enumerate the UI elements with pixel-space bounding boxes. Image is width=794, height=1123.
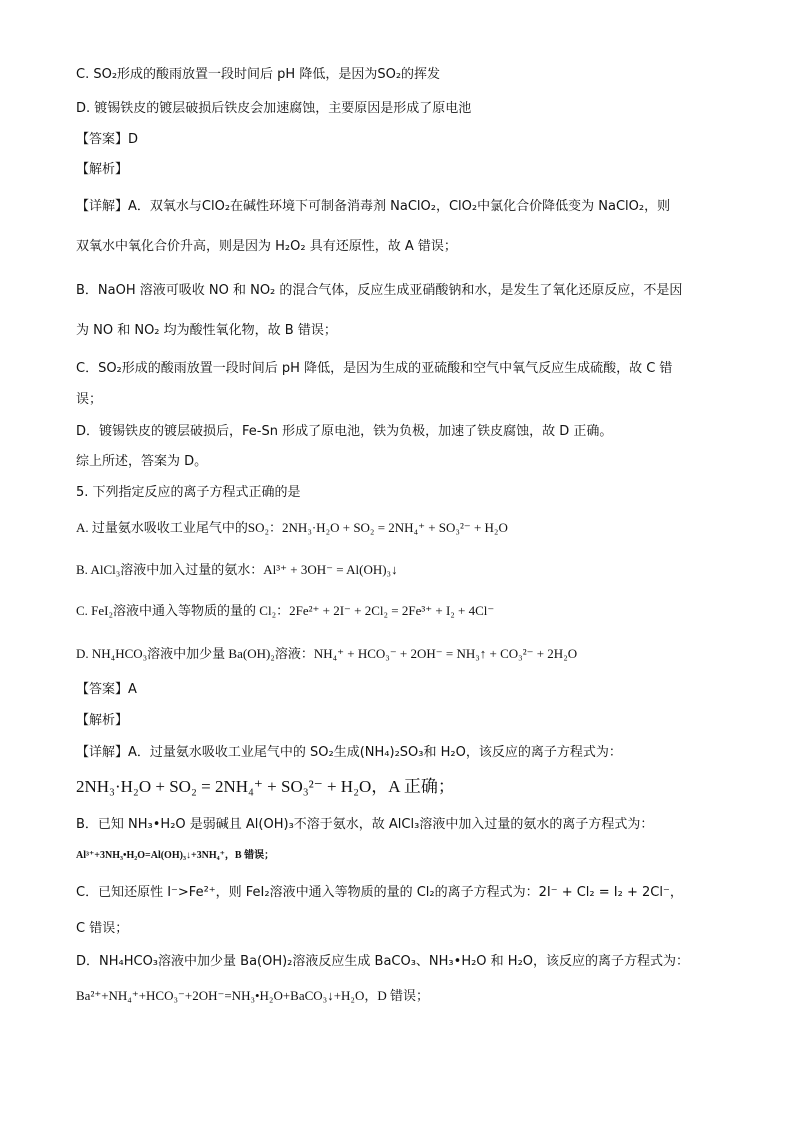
detail-a-line-cont: 双氧水中氧化合价升高，则是因为 H₂O₂ 具有还原性，故 A 错误；	[76, 239, 457, 254]
detail-a-line: 【详解】A．双氧水与ClO₂在碱性环境下可制备消毒剂 NaClO₂，ClO₂中氯化合价降低变为 NaClO₂，则	[76, 199, 671, 214]
answer-label-2: 【答案】A	[76, 682, 137, 697]
summary-line: 综上所述，答案为 D。	[76, 454, 208, 469]
option-c-line: C. SO₂形成的酸雨放置一段时间后 pH 降低，是因为SO₂的挥发	[76, 67, 441, 82]
question-5-option-a: A. 过量氨水吸收工业尾气中的SO₂：2NH₃·H₂O + SO₂ = 2NH₄⁺ + SO₃²⁻ + H₂O	[76, 520, 508, 535]
detail-c-line-2-cont: C 错误；	[76, 921, 129, 936]
detail-b-line: B．NaOH 溶液可吸收 NO 和 NO₂ 的混合气体，反应生成亚硝酸钠和水，是发生了氧化还原反应，不是因	[76, 283, 683, 298]
detail-c-line-cont: 误；	[76, 392, 103, 407]
detail-b-line-cont: 为 NO 和 NO₂ 均为酸性氧化物，故 B 错误；	[76, 323, 337, 338]
question-5-option-c: C. FeI₂溶液中通入等物质的量的 Cl₂：2Fe²⁺ + 2I⁻ + 2Cl₂ = 2Fe³⁺ + I₂ + 4Cl⁻	[76, 603, 495, 618]
equation-a: 2NH₃·H₂O + SO₂ = 2NH₄⁺ + SO₃²⁻ + H₂O，A 正确；	[76, 777, 455, 796]
option-d-line: D. 镀锡铁皮的镀层破损后铁皮会加速腐蚀，主要原因是形成了原电池	[76, 101, 472, 116]
equation-d: Ba²⁺+NH₄⁺+HCO₃⁻+2OH⁻=NH₃•H₂O+BaCO₃↓+H₂O，D 错误；	[76, 988, 429, 1003]
answer-label: 【答案】D	[76, 132, 139, 147]
equation-b: Al³⁺+3NH₃•H₂O=Al(OH)₃↓+3NH₄⁺，B 错误；	[76, 850, 275, 861]
analysis-label: 【解析】	[76, 162, 129, 177]
analysis-label-2: 【解析】	[76, 713, 129, 728]
question-5-stem: 5. 下列指定反应的离子方程式正确的是	[76, 485, 301, 500]
question-5-option-d: D. NH₄HCO₃溶液中加少量 Ba(OH)₂溶液：NH₄⁺ + HCO₃⁻ + 2OH⁻ = NH₃↑ + CO₃²⁻ + 2H₂O	[76, 646, 578, 661]
detail-d-line-2: D．NH₄HCO₃溶液中加少量 Ba(OH)₂溶液反应生成 BaCO₃、NH₃•H₂O 和 H₂O，该反应的离子方程式为：	[76, 954, 690, 969]
detail-b-line-2: B．已知 NH₃•H₂O 是弱碱且 Al(OH)₃不溶于氨水，故 AlCl₃溶液中加入过量的氨水的离子方程式为：	[76, 817, 654, 832]
detail-c-line: C．SO₂形成的酸雨放置一段时间后 pH 降低，是因为生成的亚硫酸和空气中氧气反应生成硫酸，故 C 错	[76, 361, 673, 376]
detail-c-line-2: C．已知还原性 I⁻>Fe²⁺，则 FeI₂溶液中通入等物质的量的 Cl₂的离子方程式为：2I⁻ + Cl₂ = I₂ + 2Cl⁻，	[76, 885, 683, 900]
detail-d-line: D．镀锡铁皮的镀层破损后，Fe-Sn 形成了原电池，铁为负极，加速了铁皮腐蚀，故 D 正确。	[76, 424, 613, 439]
detail-a-line-2: 【详解】A．过量氨水吸收工业尾气中的 SO₂生成(NH₄)₂SO₃和 H₂O，该反应的离子方程式为：	[76, 745, 622, 760]
question-5-option-b: B. AlCl₃溶液中加入过量的氨水：Al³⁺ + 3OH⁻ = Al(OH)₃↓	[76, 562, 398, 577]
